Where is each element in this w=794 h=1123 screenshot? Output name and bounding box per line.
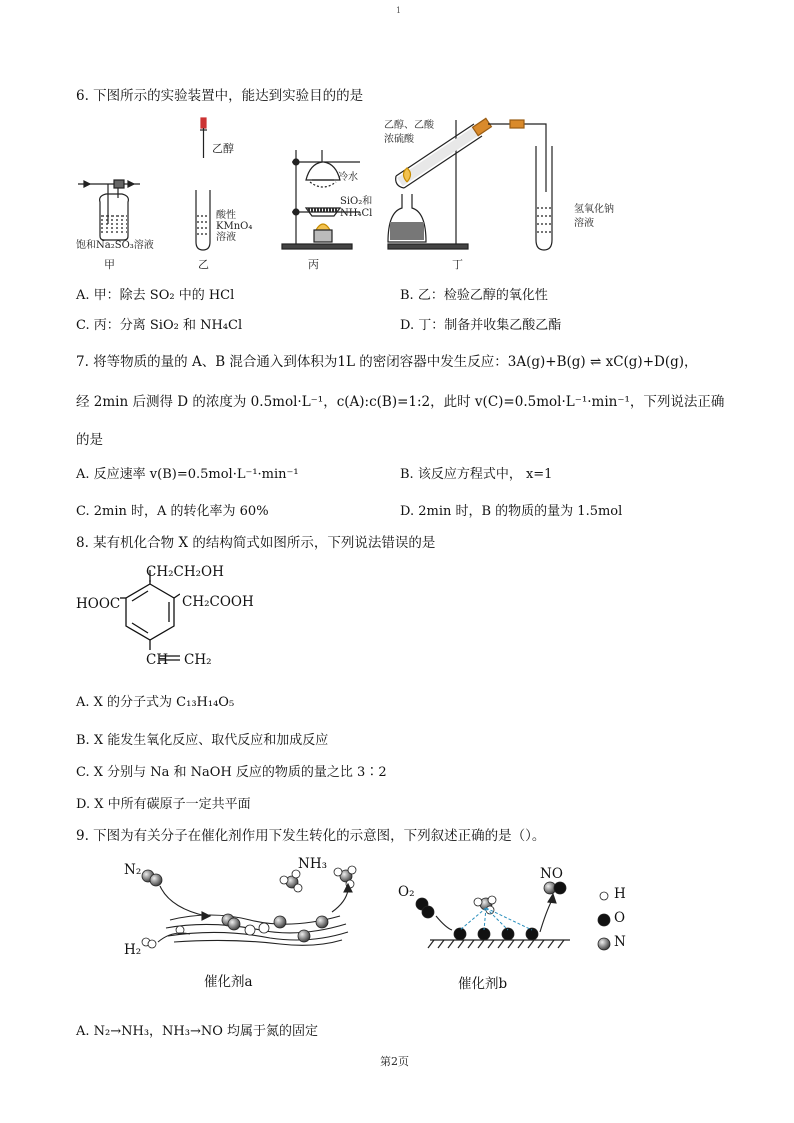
q9-legend-o: O: [614, 910, 626, 926]
q9-label-n2: N₂: [124, 862, 142, 878]
struct-bottom-a: CH: [146, 652, 169, 668]
q9-legend-h: H: [614, 886, 626, 902]
q7-option-d: D. 2min 时，B 的物质的量为 1.5mol: [400, 504, 623, 519]
q8-option-c: C. X 分别与 Na 和 NaOH 反应的物质的量之比 3∶2: [76, 765, 387, 780]
q9-label-o2: O₂: [398, 884, 415, 900]
q9-legend-n: N: [614, 934, 626, 950]
q9-stem: 9. 下图为有关分子在催化剂作用下发生转化的示意图，下列叙述正确的是（）。: [76, 828, 546, 844]
apparatus-jia: [78, 180, 140, 240]
page-mark: 1: [396, 6, 402, 15]
catalyst-b-atoms: [416, 882, 566, 940]
label-yi: 乙: [198, 258, 209, 271]
struct-top: CH₂CH₂OH: [146, 564, 224, 580]
struct-left: HOOC: [76, 596, 121, 612]
label-na2so3: 饱和Na₂SO₃溶液: [76, 240, 154, 251]
label-jia: 甲: [104, 258, 115, 271]
q6-stem: 6. 下图所示的实验装置中，能达到实验目的的是: [76, 88, 364, 104]
q6-option-c: C. 丙：分离 SiO₂ 和 NH₄Cl: [76, 318, 243, 333]
catalyst-b-surface: [428, 940, 570, 948]
q8-option-b: B. X 能发生氧化反应、取代反应和加成反应: [76, 733, 329, 748]
catalyst-a-atoms: [142, 866, 356, 948]
q9-option-a: A. N₂→NH₃，NH₃→NO 均属于氮的固定: [76, 1024, 319, 1039]
q6-option-d: D. 丁：制备并收集乙酸乙酯: [400, 318, 562, 333]
q9-label-h2: H₂: [124, 942, 142, 958]
q6-option-b: B. 乙：检验乙醇的氧化性: [400, 288, 548, 303]
label-bing: 丙: [308, 258, 319, 271]
q7-option-b: B. 该反应方程式中， x=1: [400, 467, 553, 482]
label-ding: 丁: [452, 258, 463, 271]
page-footer: 第2页: [380, 1055, 409, 1068]
q8-option-a: A. X 的分子式为 C₁₃H₁₄O₅: [76, 695, 235, 710]
q6-apparatus-figure: [70, 112, 630, 272]
struct-bottom-b: CH₂: [184, 652, 212, 668]
q7-stem-line-3: 的是: [76, 432, 103, 448]
q9-label-cat-b: 催化剂b: [458, 976, 508, 992]
label-acid-kmno4: 酸性KMnO₄溶液: [216, 210, 253, 243]
q9-label-no: NO: [540, 866, 563, 882]
label-cold-water: 冷水: [338, 172, 358, 183]
q9-legend: [598, 892, 610, 950]
label-sio2-nh4cl: SiO₂和NH₄Cl: [340, 196, 373, 219]
q9-label-cat-a: 催化剂a: [204, 974, 253, 990]
q8-stem: 8. 某有机化合物 X 的结构简式如图所示，下列说法错误的是: [76, 535, 436, 551]
q7-option-c: C. 2min 时，A 的转化率为 60%: [76, 504, 269, 519]
struct-right: CH₂COOH: [182, 594, 254, 610]
q6-option-a: A. 甲：除去 SO₂ 中的 HCl: [76, 288, 235, 303]
q7-option-a: A. 反应速率 v(B)=0.5mol·L⁻¹·min⁻¹: [76, 467, 299, 482]
q9-catalyst-figure: [110, 850, 650, 970]
label-ethanol: 乙醇: [212, 142, 234, 155]
q8-option-d: D. X 中所有碳原子一定共平面: [76, 797, 251, 812]
q7-stem-line-2: 经 2min 后测得 D 的浓度为 0.5mol·L⁻¹，c(A):c(B)=1:2，此时 v(C)=0.5mol·L⁻¹·min⁻¹，下列说法正确: [76, 394, 725, 410]
q7-stem-line-1: 7. 将等物质的量的 A、B 混合通入到体积为1L 的密闭容器中发生反应：3A(g)+B(g) ⇌ xC(g)+D(g)，: [76, 354, 698, 370]
label-naoh-2: 溶液: [574, 218, 594, 229]
q9-label-nh3: NH₃: [298, 856, 327, 872]
label-ester-mix-2: 浓硫酸: [384, 134, 414, 145]
apparatus-yi: [196, 118, 210, 250]
label-naoh-1: 氢氧化钠: [574, 204, 614, 215]
label-ester-mix-1: 乙醇、乙酸: [384, 120, 434, 131]
